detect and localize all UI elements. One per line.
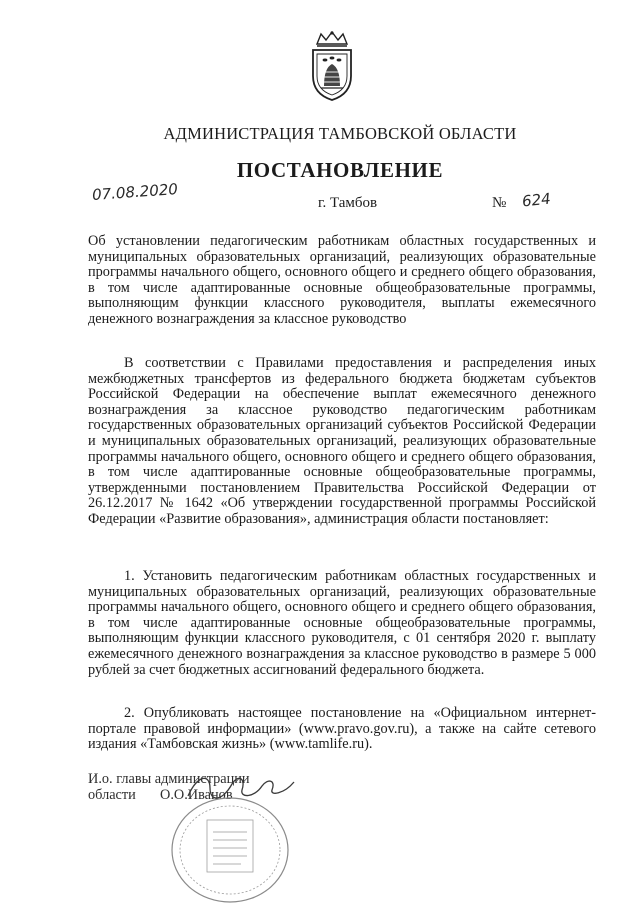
organization-name: АДМИНИСТРАЦИЯ ТАМБОВСКОЙ ОБЛАСТИ [163,124,517,143]
resolution-item-1: 1. Установить педагогическим работникам областных государственных и муниципальных образовательных организаций, реализующих образовательные программы начального общего, основного общего и среднего общего образования, в том числе адаптированные основные общеобразовательные программы, выполняющим функции классного руководителя, с 01 сентября 2020 г. выплату ежемесячного денежного вознаграждения за классное руководство в размере 5 000 рублей за счет бюджетных ассигнований федерального бюджета. [88,568,596,678]
official-seal-icon [165,790,295,905]
document-number: 624 [521,189,552,211]
document-type: ПОСТАНОВЛЕНИЕ [236,158,444,182]
resolution-item-2: 2. Опубликовать настоящее постановление на «Официальном интернет-портале правовой информации» (www.pravo.gov.ru), а также на сайте сетевого издания «Тамбовская жизнь» (www.tamlife.ru). [88,705,596,753]
signatory-position-line2: области [88,787,136,803]
document-date: 07.08.2020 [91,180,179,204]
signatory-position: И.о. главы администрации [88,771,250,787]
preamble-paragraph: В соответствии с Правилами предоставления и распределения иных межбюджетных трансфертов из федерального бюджета бюджетам субъектов Российской Федерации на обеспечение выплат ежемесячного денежного вознаграждения за классное руководство педагогическим работникам государственных образовательных организаций субъектов Российской Федерации и муниципальных образовательных организаций, реализующих образовательные программы начального общего, основного общего и среднего общего образования, в том числе адаптированные основные общеобразовательные программы, утвержденными постановлением Правительства Российской Федерации от 26.12.2017 № 1642 «Об утверждении государственной программы Российской Федерации «Развитие образования», администрация области постановляет: [88,355,596,527]
signatory-name: О.О.Иванов [160,787,233,803]
document-number-label: № [492,195,507,211]
document-title: Об установлении педагогическим работникам областных государственных и муниципальных образовательных организаций, реализующих образовательные программы начального общего, основного общего и среднего общего образования, в том числе адаптированные основные общеобразовательные программы, выполняющим функции классного руководителя, выплаты ежемесячного денежного вознаграждения за классное руководство [88,233,596,327]
coat-of-arms-icon [303,30,361,102]
document-city: г. Тамбов [318,195,378,211]
